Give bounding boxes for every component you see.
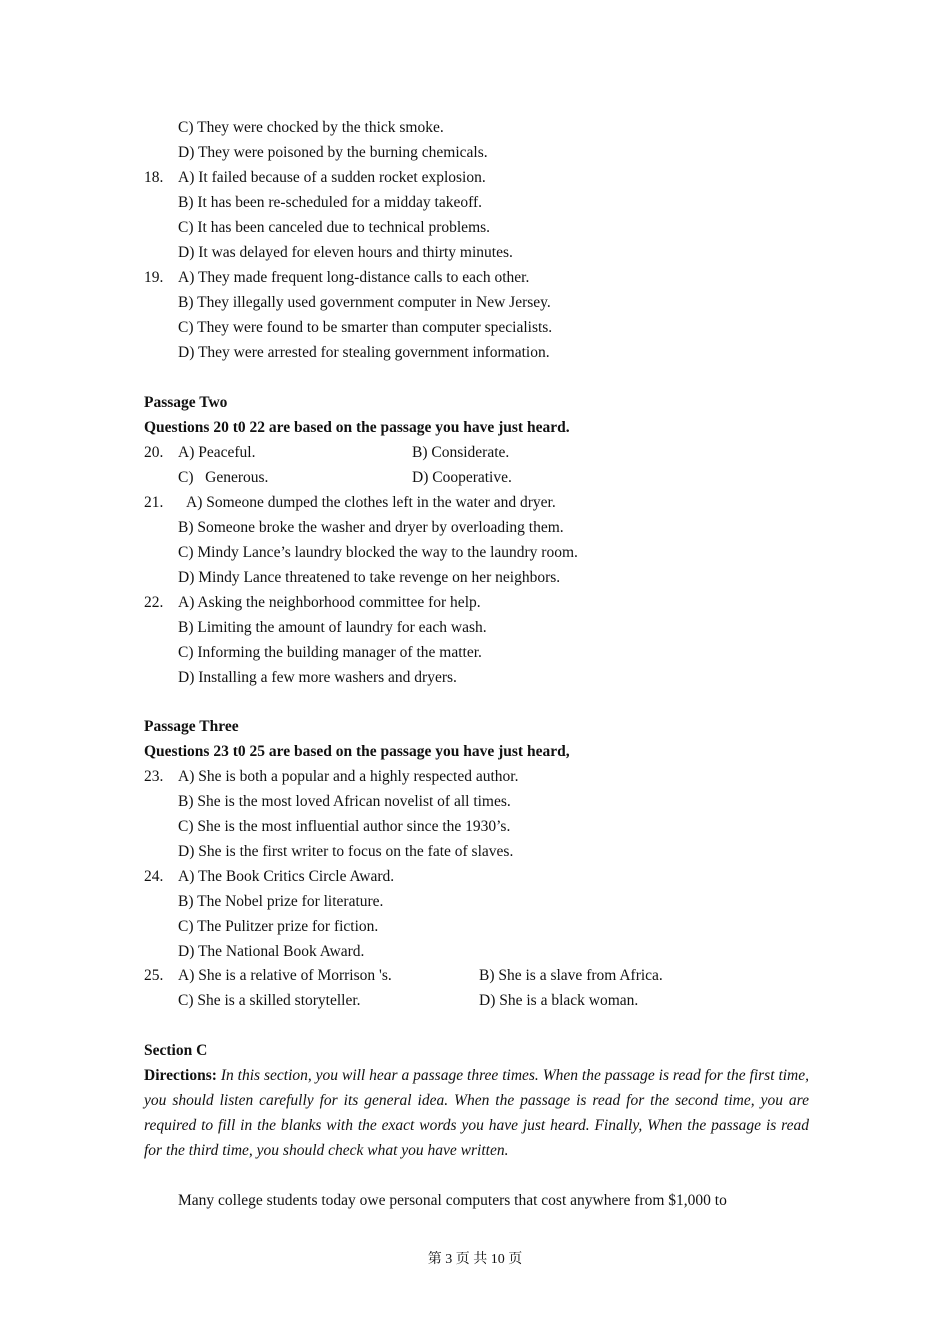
q18-option-c: C) It has been canceled due to technical problems. xyxy=(178,219,491,236)
q22-option-d: D) Installing a few more washers and dryers. xyxy=(178,669,457,686)
q25-option-b: B) She is a slave from Africa. xyxy=(479,967,663,984)
q18-option-b: B) It has been re-scheduled for a midday takeoff. xyxy=(178,194,482,211)
q20-number: 20. xyxy=(144,444,164,461)
q22-option-c: C) Informing the building manager of the matter. xyxy=(178,644,482,661)
q20-option-b: B) Considerate. xyxy=(412,444,510,461)
q22-option-b: B) Limiting the amount of laundry for each wash. xyxy=(178,619,487,636)
section-c-directions xyxy=(144,1063,809,1163)
q23-option-c: C) She is the most influential author since the 1930’s. xyxy=(178,818,511,835)
q19-option-a: A) They made frequent long-distance calls to each other. xyxy=(178,269,530,286)
q21-option-d: D) Mindy Lance threatened to take revenge on her neighbors. xyxy=(178,569,561,586)
q24-option-d: D) The National Book Award. xyxy=(178,943,365,960)
directions-label: Directions: xyxy=(144,1067,217,1084)
q23-option-a: A) She is both a popular and a highly respected author. xyxy=(178,768,519,785)
directions-text: In this section, you will hear a passage three times. When the passage is read for the first time, you should listen carefully for its general idea. When the passage is read for the second time, you are required to fill in the blanks with the exact words you have just heard. Finally, When the passage is read for the third time, you should check what you have written. xyxy=(144,1067,809,1159)
q17-option-c: C) They were chocked by the thick smoke. xyxy=(178,119,444,136)
q19-option-b: B) They illegally used government computer in New Jersey. xyxy=(178,294,551,311)
section-c-title: Section C xyxy=(144,1042,208,1059)
passage-two-title: Passage Two xyxy=(144,394,228,411)
q25-option-d: D) She is a black woman. xyxy=(479,992,639,1009)
q24-number: 24. xyxy=(144,868,164,885)
q25-option-a: A) She is a relative of Morrison 's. xyxy=(178,967,392,984)
q24-option-c: C) The Pulitzer prize for fiction. xyxy=(178,918,379,935)
passage-three-instruction: Questions 23 t0 25 are based on the passage you have just heard, xyxy=(144,743,570,760)
q22-number: 22. xyxy=(144,594,164,611)
q21-option-b: B) Someone broke the washer and dryer by overloading them. xyxy=(178,519,564,536)
q19-option-c: C) They were found to be smarter than computer specialists. xyxy=(178,319,553,336)
q25-option-c: C) She is a skilled storyteller. xyxy=(178,992,361,1009)
passage-paragraph: Many college students today owe personal computers that cost anywhere from $1,000 to xyxy=(178,1192,727,1209)
q21-option-c: C) Mindy Lance’s laundry blocked the way to the laundry room. xyxy=(178,544,578,561)
q18-number: 18. xyxy=(144,169,164,186)
q17-option-d: D) They were poisoned by the burning chemicals. xyxy=(178,144,488,161)
q18-option-d: D) It was delayed for eleven hours and thirty minutes. xyxy=(178,244,513,261)
q24-option-a: A) The Book Critics Circle Award. xyxy=(178,868,395,885)
passage-three-title: Passage Three xyxy=(144,718,239,735)
passage-two-instruction: Questions 20 t0 22 are based on the passage you have just heard. xyxy=(144,419,570,436)
q20-option-d: D) Cooperative. xyxy=(412,469,512,486)
q23-number: 23. xyxy=(144,768,164,785)
q20-option-c: C) Generous. xyxy=(178,469,269,486)
q21-option-a: A) Someone dumped the clothes left in the water and dryer. xyxy=(186,494,556,511)
q23-option-d: D) She is the first writer to focus on the fate of slaves. xyxy=(178,843,514,860)
q20-option-a: A) Peaceful. xyxy=(178,444,256,461)
page-number-footer: 第 3 页 共 10 页 xyxy=(427,1252,523,1267)
q21-number: 21. xyxy=(144,494,164,511)
q25-number: 25. xyxy=(144,967,164,984)
q19-number: 19. xyxy=(144,269,164,286)
q18-option-a: A) It failed because of a sudden rocket explosion. xyxy=(178,169,486,186)
q19-option-d: D) They were arrested for stealing government information. xyxy=(178,344,550,361)
q22-option-a: A) Asking the neighborhood committee for help. xyxy=(178,594,481,611)
q24-option-b: B) The Nobel prize for literature. xyxy=(178,893,384,910)
q23-option-b: B) She is the most loved African novelist of all times. xyxy=(178,793,511,810)
